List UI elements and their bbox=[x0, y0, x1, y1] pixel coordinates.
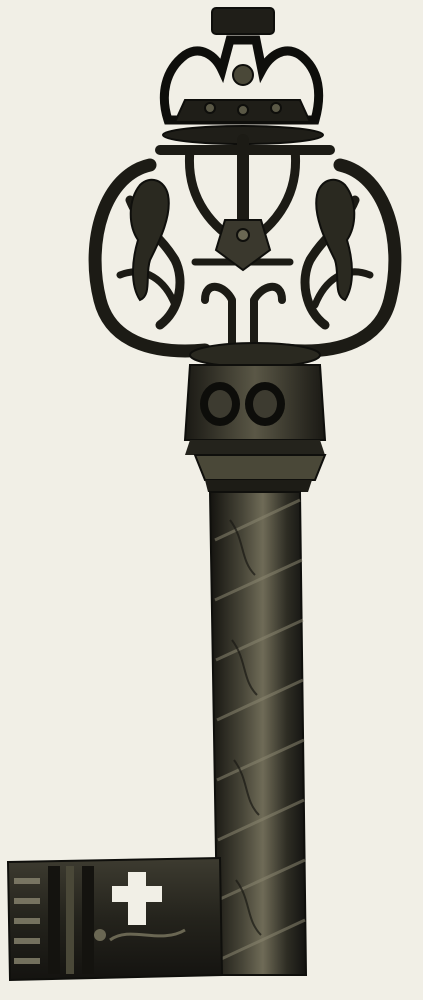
collar bbox=[185, 343, 325, 492]
key-bit bbox=[8, 858, 222, 980]
shaft bbox=[210, 492, 306, 975]
crown bbox=[163, 8, 323, 144]
